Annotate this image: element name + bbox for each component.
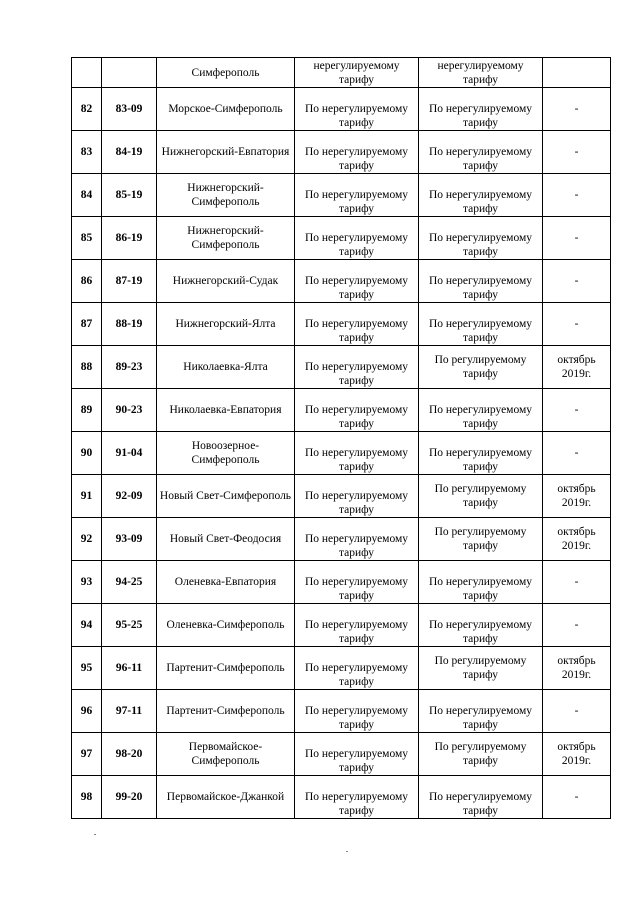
- route-name-cell: Нижнегорский-Симферополь: [157, 217, 295, 260]
- future-tariff-cell: По нерегулируемому тарифу: [419, 88, 543, 131]
- future-tariff-cell: нерегулируемому тарифу: [419, 58, 543, 88]
- future-tariff-cell: По нерегулируемому тарифу: [419, 561, 543, 604]
- table-row: [72, 131, 611, 174]
- date-cell: -: [543, 174, 611, 217]
- future-tariff-cell: По нерегулируемому тарифу: [419, 690, 543, 733]
- row-number-cell: 93: [72, 561, 102, 604]
- scan-speck: [346, 851, 348, 852]
- route-name-cell: Нижнегорский-Евпатория: [157, 131, 295, 174]
- row-number-cell: 98: [72, 776, 102, 819]
- route-name-cell: Симферополь: [157, 58, 295, 88]
- table-row: [72, 733, 611, 776]
- route-name-cell: Первомайское-Симферополь: [157, 733, 295, 776]
- table-row: [72, 432, 611, 475]
- future-tariff-cell: По нерегулируемому тарифу: [419, 432, 543, 475]
- route-name-cell: Оленевка-Евпатория: [157, 561, 295, 604]
- future-tariff-cell: По нерегулируемому тарифу: [419, 174, 543, 217]
- current-tariff-cell: По нерегулируемому тарифу: [295, 260, 419, 303]
- current-tariff-cell: По нерегулируемому тарифу: [295, 389, 419, 432]
- table-row: [72, 561, 611, 604]
- future-tariff-cell: По нерегулируемому тарифу: [419, 217, 543, 260]
- table-row: [72, 174, 611, 217]
- route-code-cell: 88-19: [102, 303, 157, 346]
- route-name-cell: Партенит-Симферополь: [157, 690, 295, 733]
- route-code-cell: 99-20: [102, 776, 157, 819]
- table-row: [72, 690, 611, 733]
- date-cell: -: [543, 776, 611, 819]
- routes-table-body: [72, 58, 611, 819]
- current-tariff-cell: По нерегулируемому тарифу: [295, 131, 419, 174]
- route-name-cell: Партенит-Симферополь: [157, 647, 295, 690]
- date-cell: октябрь 2019г.: [543, 518, 611, 561]
- current-tariff-cell: По нерегулируемому тарифу: [295, 733, 419, 776]
- route-name-cell: Новый Свет-Феодосия: [157, 518, 295, 561]
- table-row: [72, 88, 611, 131]
- date-cell: октябрь 2019г.: [543, 475, 611, 518]
- row-number-cell: [72, 58, 102, 88]
- date-cell: [543, 58, 611, 88]
- route-name-cell: Новый Свет-Симферополь: [157, 475, 295, 518]
- route-code-cell: 87-19: [102, 260, 157, 303]
- route-name-cell: Морское-Симферополь: [157, 88, 295, 131]
- table-row: [72, 647, 611, 690]
- row-number-cell: 86: [72, 260, 102, 303]
- table-row: [72, 518, 611, 561]
- future-tariff-cell: По регулируемому тарифу: [419, 647, 543, 690]
- row-number-cell: 89: [72, 389, 102, 432]
- row-number-cell: 85: [72, 217, 102, 260]
- date-cell: октябрь 2019г.: [543, 647, 611, 690]
- route-code-cell: 84-19: [102, 131, 157, 174]
- route-name-cell: Николаевка-Евпатория: [157, 389, 295, 432]
- current-tariff-cell: По нерегулируемому тарифу: [295, 690, 419, 733]
- date-cell: -: [543, 690, 611, 733]
- date-cell: октябрь 2019г.: [543, 733, 611, 776]
- future-tariff-cell: По нерегулируемому тарифу: [419, 389, 543, 432]
- row-number-cell: 90: [72, 432, 102, 475]
- current-tariff-cell: По нерегулируемому тарифу: [295, 303, 419, 346]
- current-tariff-cell: По нерегулируемому тарифу: [295, 88, 419, 131]
- date-cell: -: [543, 432, 611, 475]
- route-name-cell: Нижнегорский-Судак: [157, 260, 295, 303]
- date-cell: -: [543, 303, 611, 346]
- scan-speck: [94, 834, 96, 835]
- row-number-cell: 97: [72, 733, 102, 776]
- current-tariff-cell: По нерегулируемому тарифу: [295, 475, 419, 518]
- date-cell: -: [543, 389, 611, 432]
- date-cell: -: [543, 217, 611, 260]
- route-code-cell: 90-23: [102, 389, 157, 432]
- route-code-cell: 86-19: [102, 217, 157, 260]
- route-code-cell: 91-04: [102, 432, 157, 475]
- future-tariff-cell: По нерегулируемому тарифу: [419, 604, 543, 647]
- route-code-cell: [102, 58, 157, 88]
- route-code-cell: 92-09: [102, 475, 157, 518]
- date-cell: -: [543, 561, 611, 604]
- route-name-cell: Оленевка-Симферополь: [157, 604, 295, 647]
- route-code-cell: 94-25: [102, 561, 157, 604]
- future-tariff-cell: По регулируемому тарифу: [419, 346, 543, 389]
- current-tariff-cell: По нерегулируемому тарифу: [295, 432, 419, 475]
- table-row: [72, 604, 611, 647]
- row-number-cell: 95: [72, 647, 102, 690]
- current-tariff-cell: По нерегулируемому тарифу: [295, 518, 419, 561]
- row-number-cell: 82: [72, 88, 102, 131]
- route-name-cell: Николаевка-Ялта: [157, 346, 295, 389]
- current-tariff-cell: По нерегулируемому тарифу: [295, 217, 419, 260]
- route-name-cell: Нижнегорский-Симферополь: [157, 174, 295, 217]
- row-number-cell: 96: [72, 690, 102, 733]
- future-tariff-cell: По регулируемому тарифу: [419, 518, 543, 561]
- future-tariff-cell: По нерегулируемому тарифу: [419, 303, 543, 346]
- route-name-cell: Новоозерное-Симферополь: [157, 432, 295, 475]
- row-number-cell: 83: [72, 131, 102, 174]
- date-cell: -: [543, 88, 611, 131]
- current-tariff-cell: По нерегулируемому тарифу: [295, 604, 419, 647]
- current-tariff-cell: По нерегулируемому тарифу: [295, 776, 419, 819]
- routes-table: [71, 57, 611, 819]
- current-tariff-cell: По нерегулируемому тарифу: [295, 346, 419, 389]
- current-tariff-cell: По нерегулируемому тарифу: [295, 647, 419, 690]
- route-code-cell: 85-19: [102, 174, 157, 217]
- route-code-cell: 89-23: [102, 346, 157, 389]
- row-number-cell: 91: [72, 475, 102, 518]
- row-number-cell: 88: [72, 346, 102, 389]
- table-row: [72, 217, 611, 260]
- route-code-cell: 93-09: [102, 518, 157, 561]
- current-tariff-cell: нерегулируемому тарифу: [295, 58, 419, 88]
- row-number-cell: 84: [72, 174, 102, 217]
- route-code-cell: 96-11: [102, 647, 157, 690]
- route-name-cell: Первомайское-Джанкой: [157, 776, 295, 819]
- table-row: [72, 260, 611, 303]
- table-row: [72, 346, 611, 389]
- row-number-cell: 92: [72, 518, 102, 561]
- date-cell: октябрь 2019г.: [543, 346, 611, 389]
- future-tariff-cell: По нерегулируемому тарифу: [419, 776, 543, 819]
- future-tariff-cell: По регулируемому тарифу: [419, 733, 543, 776]
- route-code-cell: 98-20: [102, 733, 157, 776]
- current-tariff-cell: По нерегулируемому тарифу: [295, 174, 419, 217]
- table-row: [72, 389, 611, 432]
- table-row: [72, 303, 611, 346]
- table-row: [72, 475, 611, 518]
- date-cell: -: [543, 131, 611, 174]
- route-code-cell: 95-25: [102, 604, 157, 647]
- route-code-cell: 83-09: [102, 88, 157, 131]
- row-number-cell: 94: [72, 604, 102, 647]
- date-cell: -: [543, 260, 611, 303]
- future-tariff-cell: По нерегулируемому тарифу: [419, 131, 543, 174]
- date-cell: -: [543, 604, 611, 647]
- future-tariff-cell: По нерегулируемому тарифу: [419, 260, 543, 303]
- table-row: [72, 58, 611, 88]
- current-tariff-cell: По нерегулируемому тарифу: [295, 561, 419, 604]
- route-name-cell: Нижнегорский-Ялта: [157, 303, 295, 346]
- future-tariff-cell: По регулируемому тарифу: [419, 475, 543, 518]
- route-code-cell: 97-11: [102, 690, 157, 733]
- table-row: [72, 776, 611, 819]
- row-number-cell: 87: [72, 303, 102, 346]
